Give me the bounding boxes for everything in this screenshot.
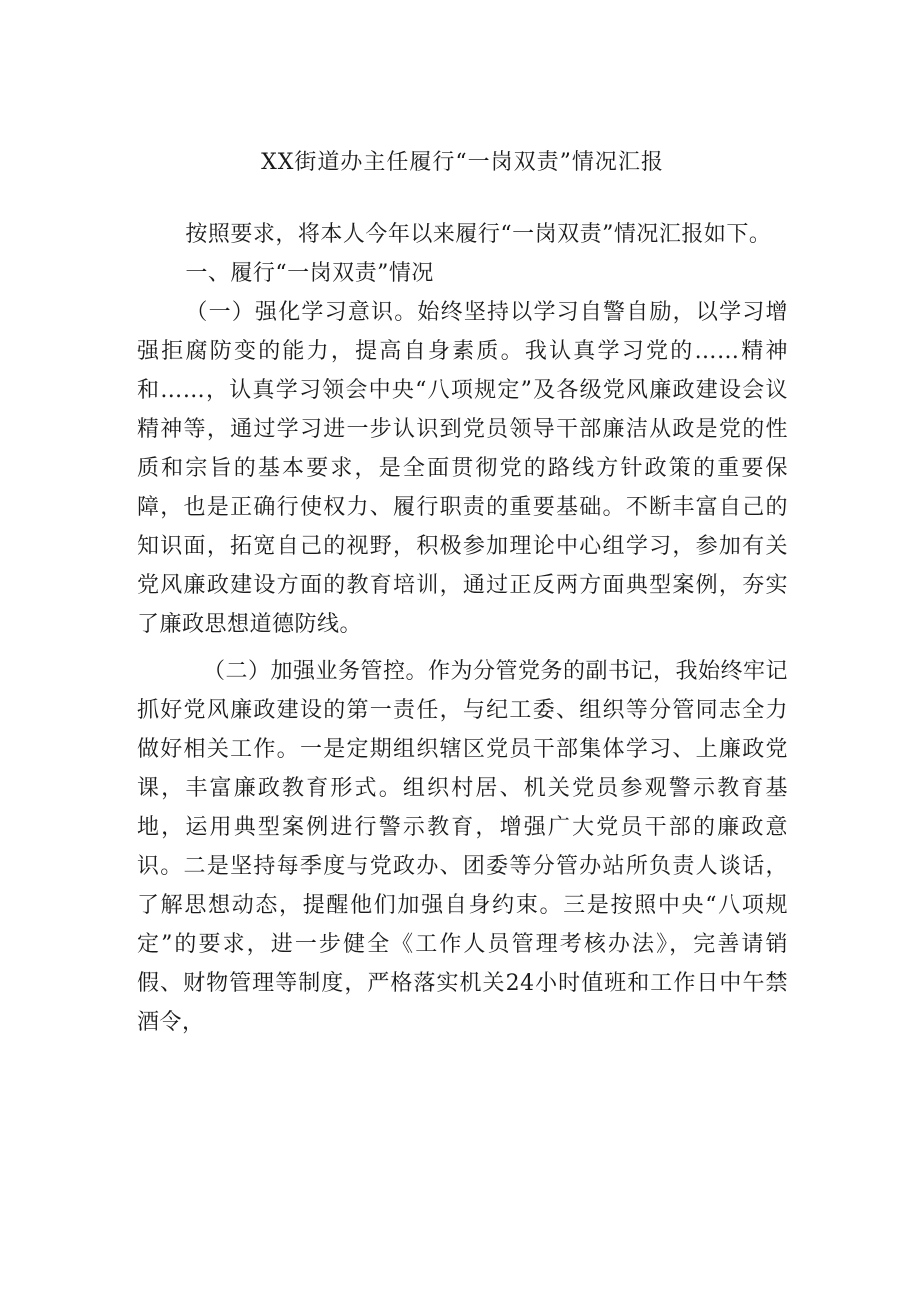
section-heading: 一、履行“一岗双责”情况	[185, 261, 434, 286]
body-paragraph-2: （二）加强业务管控。作为分管党务的副书记，我始终牢记抓好党风廉政建设的第一责任，与纪工委、组织等分管同志全力做好相关工作。一是定期组织辖区党员干部集体学习、上廉政党课，丰富廉政教育形式。组织村居、机关党员参观警示教育基地，运用典型案例进行警示教育，增强广大党员干部的廉政意识。二是坚持每季度与党政办、团委等分管办站所负责人谈话，了解思想动态，提醒他们加强自身约束。三是按照中央“八项规定”的要求，进一步健全《工作人员管理考核办法》，完善请销假、财物管理等制度，严格落实机关24小时值班和工作日中午禁酒令，	[137, 659, 789, 1035]
body-paragraph-1: （一）强化学习意识。始终坚持以学习自警自励，以学习增强拒腐防变的能力，提高自身素质。我认真学习党的……精神和……，认真学习领会中央“八项规定”及各级党风廉政建设会议精神等，通过学习进一步认识到党员领导干部廉洁从政是党的性质和宗旨的基本要求，是全面贯彻党的路线方针政策的重要保障，也是正确行使权力、履行职责的重要基础。不断丰富自己的知识面，拓宽自己的视野，积极参加理论中心组学习，参加有关党风廉政建设方面的教育培训，通过正反两方面典型案例，夯实了廉政思想道德防线。	[137, 300, 788, 637]
intro-paragraph: 按照要求，将本人今年以来履行“一岗双责”情况汇报如下。	[185, 222, 772, 247]
document-title: XX街道办主任履行“一岗双责”情况汇报	[261, 150, 664, 175]
